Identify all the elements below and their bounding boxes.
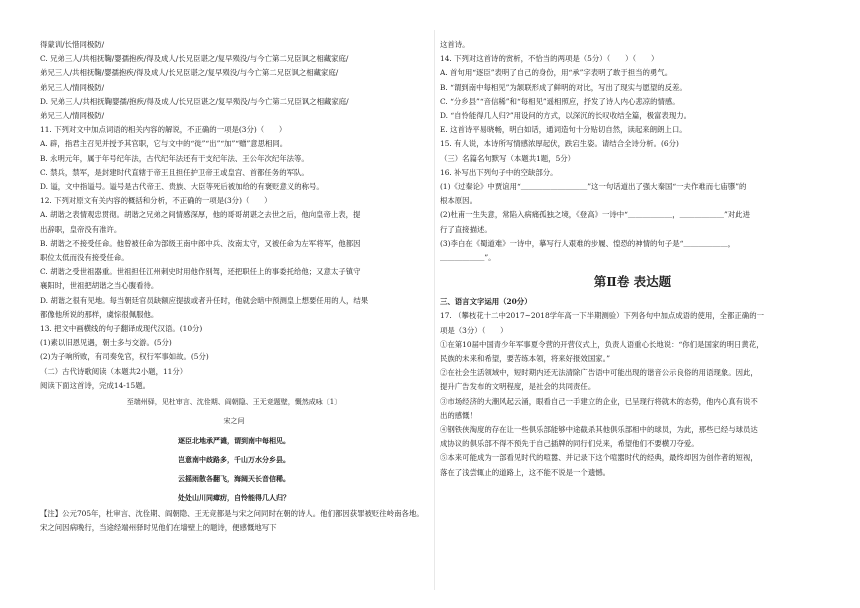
text-line: 根本原因。: [440, 196, 477, 206]
text-line: D. 谥，文中指谥号。谥号是古代帝王、贵族、大臣等死后被加给的有褒贬意义的称号。: [40, 182, 324, 192]
poem-line: 云摇雨散各翻飞，海阔天长音信稀。: [178, 474, 290, 484]
text-line: (2)杜甫一生失意，常陷入病痛孤独之境，《登高》一诗中“＿＿＿＿＿＿，＿＿＿＿＿＿”对此进: [440, 210, 750, 220]
text-line: 职位太低而没有接受任命。: [40, 253, 129, 263]
text-line: （二）古代诗歌阅读（本题共2小题，11分）: [40, 366, 188, 376]
text-line: 出的感慨！: [440, 410, 477, 420]
text-line: B. “谓到南中每相见”为颔联形成了鲜明的对比，写出了现实与愿望的反差。: [440, 82, 687, 92]
poem-lines: [40, 431, 428, 507]
poem-line: 逐臣北地承严谴，谓到南中每相见。: [178, 436, 290, 446]
left-text-block: [40, 38, 428, 393]
text-line: 12. 下列对原文有关内容的概括和分析，不正确的一项是(3分)（ ）: [40, 196, 272, 206]
left-column: [40, 38, 428, 535]
text-line: (1)《过秦论》中贾谊用“＿＿＿＿＿＿＿＿＿”这一句话道出了强大秦国“一夫作难而七庙隳”的: [440, 182, 747, 192]
text-line: 16. 补写出下列句子中的空缺部分。: [440, 167, 558, 177]
text-line: C. 兄弟三人/共相抚鞠/婴孺抱疾/得及成人/长兄臣谌之/复早殒没/与今亡第二兄臣讽之相藏家庭/: [40, 54, 349, 64]
text-line: 行了直接描述。: [440, 224, 492, 234]
text-line: （三）名篇名句默写（本题共1题，5分）: [440, 153, 576, 163]
text-line: 这首诗。: [440, 40, 470, 49]
text-line: ③市场经济的大潮风起云涌，眼看自己一手建立的企业，已呈现行将就木的态势，他内心真有说不: [440, 396, 758, 406]
text-line: 落在了浅尝辄止的道路上，这不能不说是一个遗憾。: [440, 467, 610, 477]
text-line: 14. 下列对这首诗的赏析，不恰当的两项是（5分）（ ）（ ）: [440, 54, 659, 64]
poem-note: 【注】公元705年，杜审言、沈佺期、阎朝隐、王无竞都是与宋之问同时在朝的诗人。他们都因获罪被贬往岭南各地。宋之问因病晚行，当途经端州驿时见他们在墙壁上的题诗，便感慨地写下: [40, 509, 424, 533]
text-line: 提升广告发布的文明程度，是社会的共同责任。: [440, 382, 596, 392]
text-line: 17. （攀枝花十二中2017~2018学年高一下半期测验）下列各句中加点成语的使用，全都正确的一: [440, 311, 764, 321]
poem-line: 岂意南中歧路多，千山万水分乡县。: [178, 455, 290, 465]
text-line: 出辞职，皇帝没有准许。: [40, 224, 122, 234]
text-line: 襄阳时，世祖把胡谐之当心腹看待。: [40, 281, 159, 291]
text-line: 11. 下列对文中加点词语的相关内容的解说，不正确的一项是(3分)（ ）: [40, 125, 287, 135]
text-line: C. 禁兵，禁军，是封建时代直辖于帝王且担任护卫帝王或皇宫、首都任务的军队。: [40, 167, 309, 177]
poem-title: 至端州驿，见杜审言、沈佺期、阎朝隐、王无竞题壁，慨然成咏〔1〕: [126, 398, 342, 407]
text-line: 都像他所说的那样，虞悰很佩服他。: [40, 309, 159, 319]
text-line: 弟兄三人/共相抚鞠/婴孺抱疾/得及成人/长兄臣谌之/复早殒没/与今亡第二兄臣讽之相藏家庭/: [40, 68, 339, 78]
text-line: D. 兄弟三人/共相抚鞠婴孺/抱疾/得及成人/长兄臣谌之/复早殒没/与今亡第二兄臣讽之相藏家庭/: [40, 96, 349, 106]
text-line: ＿＿＿＿＿＿”。: [440, 253, 496, 263]
section-title: 第Ⅱ卷 表达题: [593, 274, 672, 290]
text-line: (2)为子响所败，有司奏免官，权行军事如故。(5分): [40, 352, 209, 362]
text-line: A. 辟，指君主召见并授予其官职，它与文中的“徙”“出”“加”“赠”意思相同。: [40, 139, 288, 149]
text-line: 民族的未来和希望，要苦练本领，将来好报效国家。”: [440, 354, 611, 364]
text-line: (3)李白在《蜀道难》一诗中，摹写行人艰难的步履、惶恐的神情的句子是“＿＿＿＿＿＿，: [440, 238, 736, 248]
text-line: ④钢铁侠淘度的存在让一些俱乐部能够中途截杀其他俱乐部相中的球员，为此，那些已经与球员达: [440, 425, 758, 435]
text-line: E. 这首诗平易晓畅，明白如话，通词造句十分贴切自然，读起来朗朗上口。: [440, 125, 687, 135]
text-line: 成协议的俱乐部不得不预先于自己插牌的同行们兑来，希望他们不要横刀夺爱。: [440, 439, 699, 449]
text-line: B. 胡谐之不接受任命。他曾被任命为部级王南中郎中兵、汝南太守，又被任命为左军将军，他都因: [40, 238, 361, 248]
text-line: ⑤本来可能成为一部看见时代的喧嚣、并记录下这个喧嚣时代的经典，最终却因为创作者的短视，: [440, 453, 758, 463]
text-line: 阅读下面这首诗，完成14-15题。: [40, 380, 150, 390]
text-line: D. “自怜能得几人归?”用设问的方式，以深沉的长叹收结全篇，极富表现力。: [440, 111, 691, 121]
text-line: 13. 把文中画横线的句子翻译成现代汉语。(10分): [40, 324, 203, 334]
text-line: 15. 有人说，本诗所写情感浓厚起伏，跌宕生姿。请结合全诗分析。(6分): [440, 139, 679, 149]
poem-block: [40, 393, 428, 507]
right-text-block: [440, 38, 825, 265]
text-line: 项是（3分）（ ）: [440, 325, 508, 335]
right-column: [440, 38, 825, 480]
text-line: 三、语言文字运用（20分）: [440, 297, 532, 307]
text-line: 得蒙训/长惜同极防/: [40, 40, 105, 49]
text-line: ①在第10届中国青少年军事夏令营的开营仪式上，负责人语重心长地说：“你们是国家的明日黄花，: [440, 339, 764, 349]
text-line: 弟兄三人/情同极防/: [40, 82, 105, 92]
text-line: B. 永明元年，属于年号纪年法，古代纪年法还有干支纪年法、王公年次纪年法等。: [40, 153, 309, 163]
text-line: C. “分乡县”“音信稀”和“每相见”遥相照应，抒发了诗人内心悲凉的情感。: [440, 96, 680, 106]
expression-section: [440, 295, 825, 480]
text-line: ②在社会生活领域中，短时期内还无法清除广告语中可能出现的谐音公示良俗的用语现象。因此，: [440, 368, 758, 378]
text-line: C. 胡谐之受世祖器重。世祖担任江州刺史时用他作别驾，还把职任上的事委托给他；又意太子镇守: [40, 267, 361, 277]
text-line: D. 胡谐之很有见地。每当朝廷官员缺额应提拔或者升任时，他就会暗中预测皇上想要任用的人，结果: [40, 295, 369, 305]
poem-author: 宋之问: [223, 417, 245, 426]
text-line: A. 胡谐之表情观忠贯彻。胡谐之兄弟之间情感深厚，他的哥哥胡谌之去世之后，他向皇帝上表，提: [40, 210, 361, 220]
text-line: (1)素以旧恩见遇，朝士多与交游。(5分): [40, 338, 172, 348]
text-line: A. 首句用“逐臣”表明了自己的身份，用“承”字表明了敢于担当的勇气。: [440, 68, 673, 78]
poem-line: 处处山川同瘴疠，自怜能得几人归？: [178, 493, 290, 503]
text-line: 弟兄三人/情同极防/: [40, 111, 105, 121]
column-divider: [434, 30, 435, 590]
